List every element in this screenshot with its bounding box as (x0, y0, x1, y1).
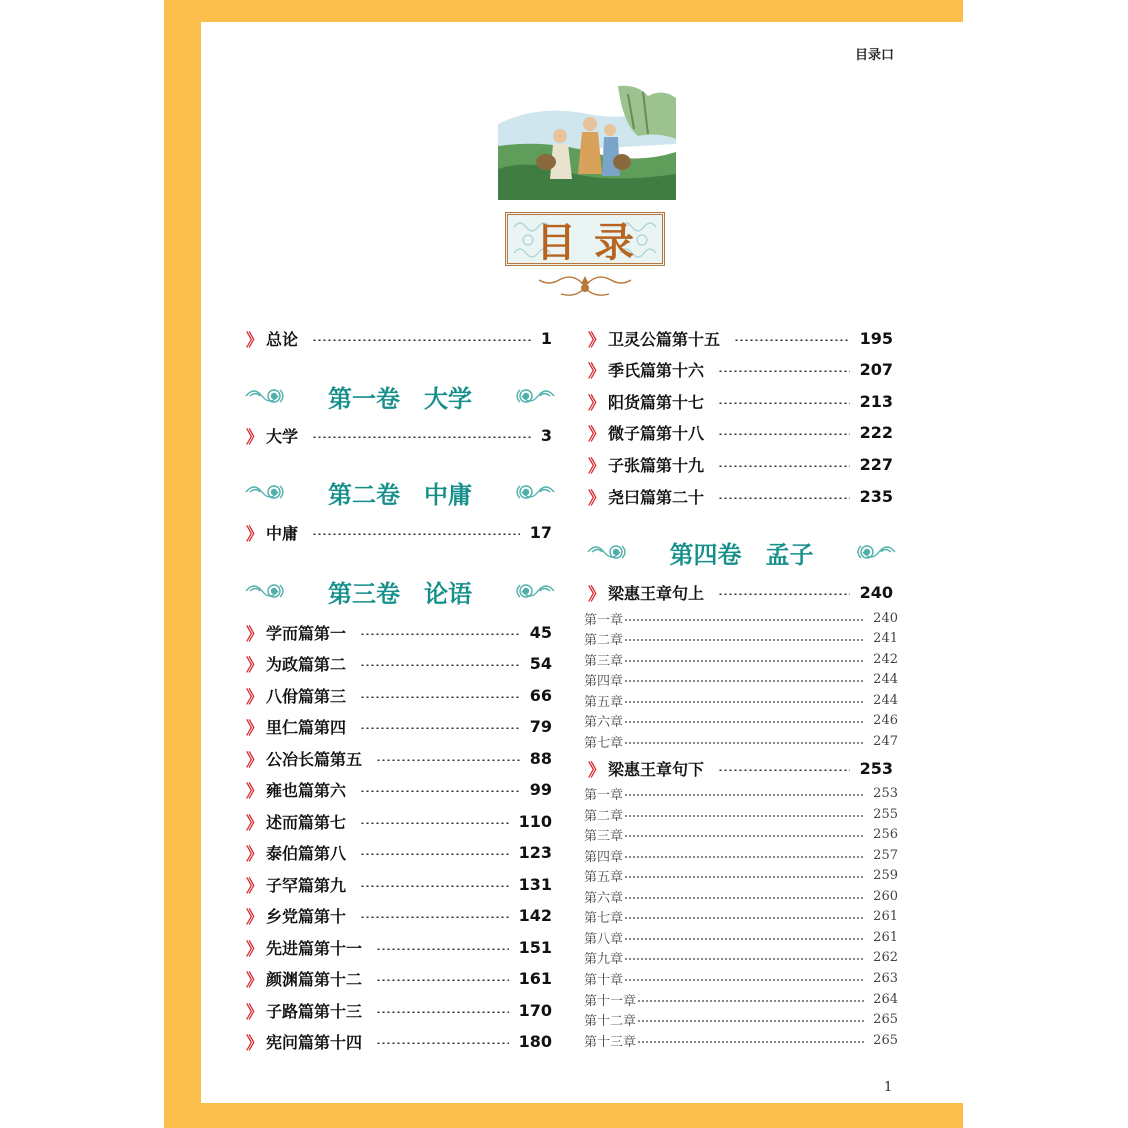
toc-entry[interactable] (246, 903, 552, 927)
dot-leader (312, 339, 531, 341)
dot-leader (718, 433, 850, 435)
dot-leader (360, 696, 520, 698)
toc-entry[interactable] (588, 580, 893, 604)
dot-leader (718, 370, 850, 372)
dot-leader (624, 639, 865, 641)
toc-entry[interactable] (246, 520, 552, 544)
chevron-right-icon: 》 (246, 1033, 263, 1054)
toc-subentry-title: 第五章 (584, 869, 624, 885)
chevron-right-icon: 》 (588, 488, 605, 509)
volume-ornament-left-icon (244, 576, 288, 606)
toc-subentry-title: 第九章 (584, 951, 624, 967)
dot-leader (624, 742, 865, 744)
volume-title: 第三卷 论语 (328, 578, 472, 608)
toc-entry[interactable] (246, 651, 552, 675)
toc-entry-page: 88 (529, 748, 552, 768)
toc-entry-title: 述而篇第七 (266, 812, 347, 832)
volume-ornament-left-icon (244, 381, 288, 411)
toc-entry-title: 阳货篇第十七 (608, 392, 705, 412)
toc-entry-page: 3 (540, 425, 552, 445)
toc-entry[interactable] (246, 714, 552, 738)
toc-entry-title: 雍也篇第六 (266, 780, 347, 800)
chevron-right-icon: 》 (246, 939, 263, 960)
toc-entry-page: 1 (540, 328, 552, 348)
toc-subentry-page: 261 (873, 929, 898, 945)
chevron-right-icon: 》 (588, 424, 605, 445)
toc-entry[interactable] (246, 935, 552, 959)
toc-entry-title: 梁惠王章句下 (608, 759, 705, 779)
toc-entry[interactable] (588, 756, 893, 780)
toc-subentry-title: 第一章 (584, 612, 624, 628)
dot-leader (624, 979, 865, 981)
dot-leader (624, 917, 865, 919)
dot-leader (312, 436, 531, 438)
chevron-right-icon: 》 (246, 718, 263, 739)
toc-subentry-title: 第二章 (584, 808, 624, 824)
toc-subentry-title: 第四章 (584, 673, 624, 689)
toc-entry-page: 161 (518, 968, 552, 988)
toc-subentry-page: 256 (873, 826, 898, 842)
toc-entry-page: 207 (859, 359, 893, 379)
chevron-right-icon: 》 (588, 456, 605, 477)
toc-subentry-title: 第十三章 (584, 1034, 637, 1050)
toc-subentry-page: 265 (873, 1032, 898, 1048)
toc-entry-title: 尧曰篇第二十 (608, 487, 705, 507)
toc-subentry-page: 244 (873, 692, 898, 708)
dot-leader (360, 822, 509, 824)
chevron-right-icon: 》 (246, 781, 263, 802)
toc-entry-page: 170 (518, 1000, 552, 1020)
volume-ornament-right-icon (512, 477, 556, 507)
chevron-right-icon: 》 (246, 330, 263, 351)
dot-leader (637, 1020, 865, 1022)
toc-subentry-title: 第十章 (584, 972, 624, 988)
chevron-right-icon: 》 (588, 584, 605, 605)
dot-leader (624, 835, 865, 837)
chevron-right-icon: 》 (246, 1002, 263, 1023)
running-head: 目录口 (855, 48, 895, 63)
toc-subentry[interactable] (584, 1010, 898, 1028)
toc-subentry[interactable] (584, 650, 898, 668)
dot-leader (718, 769, 850, 771)
toc-subentry[interactable] (584, 691, 898, 709)
toc-entry[interactable] (588, 420, 893, 444)
toc-entry[interactable] (246, 620, 552, 644)
dot-leader (624, 958, 865, 960)
toc-subentry-title: 第七章 (584, 735, 624, 751)
chevron-right-icon: 》 (246, 907, 263, 928)
toc-entry-title: 总论 (266, 329, 299, 349)
toc-subentry-title: 第一章 (584, 787, 624, 803)
chevron-right-icon: 》 (246, 750, 263, 771)
toc-subentry[interactable] (584, 887, 898, 905)
toc-entry-title: 公冶长篇第五 (266, 749, 363, 769)
dot-leader (718, 497, 850, 499)
toc-subentry-page: 259 (873, 867, 898, 883)
toc-subentry-title: 第四章 (584, 849, 624, 865)
toc-entry-title: 八佾篇第三 (266, 686, 347, 706)
toc-subentry-page: 264 (873, 991, 898, 1007)
dot-leader (312, 533, 520, 535)
dot-leader (360, 885, 509, 887)
toc-entry-page: 253 (859, 758, 893, 778)
toc-subentry[interactable] (584, 969, 898, 987)
toc-entry[interactable] (246, 423, 552, 447)
toc-subentry[interactable] (584, 846, 898, 864)
dot-leader (734, 339, 850, 341)
toc-entry-page: 110 (518, 811, 552, 831)
toc-entry-title: 先进篇第十一 (266, 938, 363, 958)
toc-entry-page: 79 (529, 716, 552, 736)
dot-leader (624, 660, 865, 662)
toc-entry-page: 99 (529, 779, 552, 799)
dot-leader (360, 633, 520, 635)
toc-entry-page: 123 (518, 842, 552, 862)
toc-subentry-title: 第八章 (584, 931, 624, 947)
toc-entry-title: 颜渊篇第十二 (266, 969, 363, 989)
dot-leader (718, 593, 850, 595)
volume-ornament-left-icon (244, 477, 288, 507)
toc-subentry[interactable] (584, 928, 898, 946)
dot-leader (360, 664, 520, 666)
chevron-right-icon: 》 (246, 524, 263, 545)
chevron-right-icon: 》 (246, 427, 263, 448)
toc-entry[interactable] (246, 998, 552, 1022)
chevron-right-icon: 》 (246, 624, 263, 645)
toc-subentry[interactable] (584, 670, 898, 688)
toc-entry[interactable] (588, 484, 893, 508)
toc-subentry-page: 257 (873, 847, 898, 863)
dot-leader (360, 916, 509, 918)
dot-leader (624, 876, 865, 878)
toc-subentry-page: 244 (873, 671, 898, 687)
toc-entry-title: 乡党篇第十 (266, 906, 347, 926)
volume-ornament-right-icon (853, 537, 897, 567)
toc-entry[interactable] (246, 326, 552, 350)
volume-title: 第二卷 中庸 (328, 479, 472, 509)
chevron-right-icon: 》 (588, 760, 605, 781)
toc-subentry[interactable] (584, 825, 898, 843)
toc-entry-page: 213 (859, 391, 893, 411)
toc-subentry[interactable] (584, 805, 898, 823)
toc-entry-title: 微子篇第十八 (608, 423, 705, 443)
toc-subentry-title: 第五章 (584, 694, 624, 710)
tea-picking-illustration (498, 84, 676, 200)
toc-subentry[interactable] (584, 907, 898, 925)
dot-leader (376, 979, 509, 981)
toc-entry-title: 泰伯篇第八 (266, 843, 347, 863)
toc-subentry-title: 第六章 (584, 890, 624, 906)
toc-entry-page: 66 (529, 685, 552, 705)
toc-entry[interactable] (588, 357, 893, 381)
chevron-right-icon: 》 (588, 393, 605, 414)
volume-title: 第四卷 孟子 (669, 539, 814, 569)
toc-entry-title: 里仁篇第四 (266, 717, 347, 737)
dot-leader (376, 1011, 509, 1013)
toc-subentry-page: 240 (873, 610, 898, 626)
toc-entry[interactable] (588, 389, 893, 413)
chevron-right-icon: 》 (246, 655, 263, 676)
dot-leader (624, 897, 865, 899)
chevron-right-icon: 》 (588, 361, 605, 382)
toc-entry-page: 180 (518, 1031, 552, 1051)
toc-entry-title: 为政篇第二 (266, 654, 347, 674)
toc-entry[interactable] (588, 452, 893, 476)
chevron-right-icon: 》 (588, 330, 605, 351)
toc-entry-title: 宪问篇第十四 (266, 1032, 363, 1052)
dot-leader (624, 721, 865, 723)
toc-entry[interactable] (588, 326, 893, 350)
toc-subentry-page: 242 (873, 651, 898, 667)
chevron-right-icon: 》 (246, 876, 263, 897)
dot-leader (624, 701, 865, 703)
toc-entry[interactable] (246, 840, 552, 864)
toc-subentry-page: 263 (873, 970, 898, 986)
volume-heading (244, 477, 556, 507)
toc-subentry-page: 260 (873, 888, 898, 904)
toc-subentry[interactable] (584, 711, 898, 729)
toc-subentry-page: 265 (873, 1011, 898, 1027)
volume-ornament-right-icon (512, 576, 556, 606)
dot-leader (624, 856, 865, 858)
toc-subentry-page: 241 (873, 630, 898, 646)
toc-entry-page: 54 (529, 653, 552, 673)
toc-entry[interactable] (246, 872, 552, 896)
toc-subentry[interactable] (584, 732, 898, 750)
title-ornament (535, 266, 635, 302)
toc-entry[interactable] (246, 966, 552, 990)
volume-heading (244, 576, 556, 606)
toc-subentry-page: 246 (873, 712, 898, 728)
toc-subentry-title: 第十一章 (584, 993, 637, 1009)
toc-entry-page: 240 (859, 582, 893, 602)
dot-leader (376, 1042, 509, 1044)
volume-heading (244, 381, 556, 411)
dot-leader (637, 1041, 865, 1043)
dot-leader (637, 1000, 865, 1002)
toc-entry-title: 学而篇第一 (266, 623, 347, 643)
volume-heading (586, 537, 897, 567)
toc-entry-page: 227 (859, 454, 893, 474)
page-title: 目录 (536, 218, 652, 266)
chevron-right-icon: 》 (246, 970, 263, 991)
page-number: 1 (884, 1080, 893, 1095)
dot-leader (624, 619, 865, 621)
toc-entry-title: 季氏篇第十六 (608, 360, 705, 380)
dot-leader (376, 759, 520, 761)
dot-leader (718, 402, 850, 404)
toc-subentry[interactable] (584, 990, 898, 1008)
chevron-right-icon: 》 (246, 687, 263, 708)
dot-leader (376, 948, 509, 950)
dot-leader (718, 465, 850, 467)
toc-entry[interactable] (246, 809, 552, 833)
toc-subentry[interactable] (584, 609, 898, 627)
toc-subentry-page: 262 (873, 949, 898, 965)
toc-title-box (505, 212, 665, 266)
toc-entry-title: 梁惠王章句上 (608, 583, 705, 603)
toc-entry-page: 142 (518, 905, 552, 925)
dot-leader (624, 815, 865, 817)
volume-ornament-left-icon (586, 537, 630, 567)
toc-entry-title: 子罕篇第九 (266, 875, 347, 895)
toc-subentry[interactable] (584, 784, 898, 802)
toc-entry-page: 17 (529, 522, 552, 542)
toc-subentry-title: 第六章 (584, 714, 624, 730)
toc-subentry-title: 第三章 (584, 828, 624, 844)
toc-entry-page: 235 (859, 486, 893, 506)
dot-leader (624, 794, 865, 796)
toc-entry[interactable] (246, 1029, 552, 1053)
toc-subentry[interactable] (584, 948, 898, 966)
toc-entry-title: 大学 (266, 426, 299, 446)
chevron-right-icon: 》 (246, 844, 263, 865)
dot-leader (360, 853, 509, 855)
toc-subentry-page: 255 (873, 806, 898, 822)
toc-entry[interactable] (246, 683, 552, 707)
toc-entry-title: 子路篇第十三 (266, 1001, 363, 1021)
toc-entry-page: 45 (529, 622, 552, 642)
dot-leader (624, 938, 865, 940)
toc-subentry[interactable] (584, 866, 898, 884)
toc-subentry-title: 第十二章 (584, 1013, 637, 1029)
toc-entry-title: 卫灵公篇第十五 (608, 329, 721, 349)
volume-title: 第一卷 大学 (328, 383, 472, 413)
toc-subentry-page: 253 (873, 785, 898, 801)
toc-entry-title: 子张篇第十九 (608, 455, 705, 475)
toc-entry-page: 195 (859, 328, 893, 348)
toc-entry[interactable] (246, 746, 552, 770)
toc-subentry-page: 247 (873, 733, 898, 749)
toc-subentry-title: 第七章 (584, 910, 624, 926)
toc-subentry[interactable] (584, 629, 898, 647)
toc-subentry[interactable] (584, 1031, 898, 1049)
dot-leader (360, 790, 520, 792)
toc-entry-title: 中庸 (266, 523, 299, 543)
dot-leader (624, 680, 865, 682)
toc-entry-page: 151 (518, 937, 552, 957)
toc-subentry-title: 第三章 (584, 653, 624, 669)
toc-entry[interactable] (246, 777, 552, 801)
toc-entry-page: 222 (859, 422, 893, 442)
toc-subentry-title: 第二章 (584, 632, 624, 648)
chevron-right-icon: 》 (246, 813, 263, 834)
volume-ornament-right-icon (512, 381, 556, 411)
toc-entry-page: 131 (518, 874, 552, 894)
toc-subentry-page: 261 (873, 908, 898, 924)
dot-leader (360, 727, 520, 729)
